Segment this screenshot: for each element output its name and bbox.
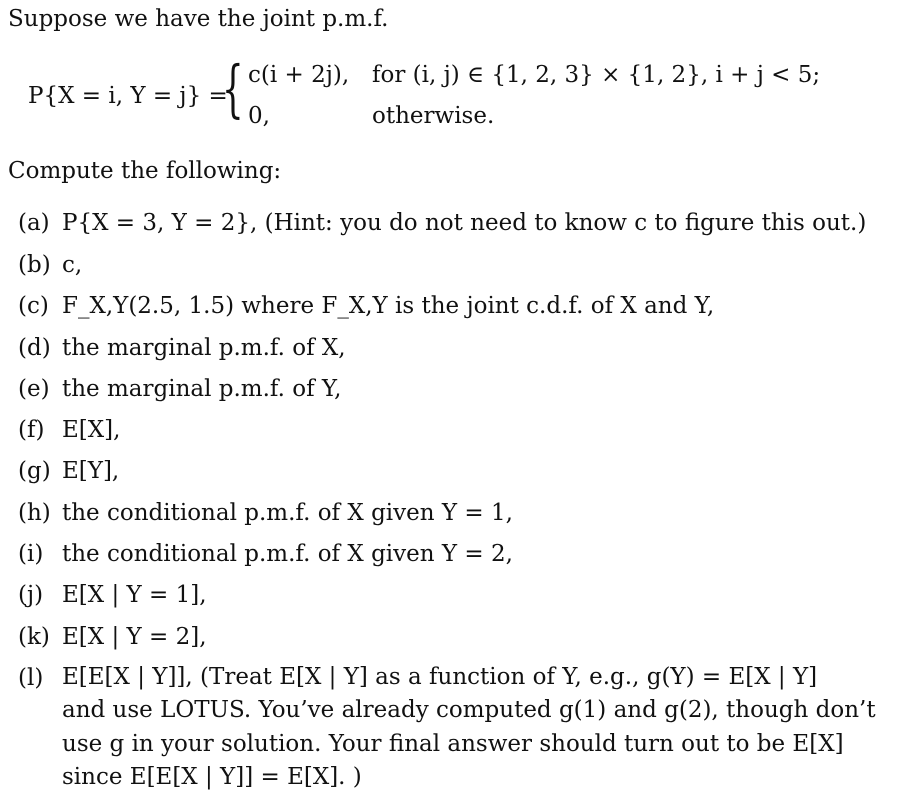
list-item-h — [18, 498, 513, 528]
pmf-lhs: P{X = i, Y = j} = — [28, 83, 228, 109]
list-item-a — [18, 208, 866, 238]
list-item-g — [18, 456, 119, 486]
case2-condition: otherwise. — [372, 103, 495, 129]
item-text: E[Y], — [62, 458, 120, 484]
list-item-j — [18, 580, 207, 610]
list-item-d — [18, 333, 346, 363]
item-l-line-4: since E[E[X | Y]] = E[X]. ) — [62, 764, 362, 790]
item-label: (i) — [18, 541, 44, 567]
compute-heading: Compute the following: — [8, 158, 282, 184]
list-item-l — [18, 663, 62, 693]
item-text: E[X | Y = 1], — [62, 582, 207, 608]
item-label: (e) — [18, 376, 50, 402]
case1-expression: c(i + 2j), — [248, 62, 350, 88]
item-text: the conditional p.m.f. of X given Y = 2, — [62, 541, 513, 567]
item-text: E[X | Y = 2], — [62, 624, 207, 650]
item-text: c, — [62, 252, 83, 278]
list-item-c — [18, 291, 714, 321]
item-text: the marginal p.m.f. of X, — [62, 335, 346, 361]
item-text: the conditional p.m.f. of X given Y = 1, — [62, 500, 513, 526]
list-item-e — [18, 374, 341, 404]
item-l-line-1: E[E[X | Y]], (Treat E[X | Y] as a function of Y, e.g., g(Y) = E[X | Y] — [62, 664, 818, 690]
list-item-b — [18, 250, 82, 280]
item-l-line-3: use g in your solution. Your final answer should turn out to be E[X] — [62, 731, 844, 757]
item-label: (k) — [18, 624, 50, 650]
item-label: (j) — [18, 582, 44, 608]
item-label: (h) — [18, 500, 51, 526]
case2-expression: 0, — [248, 103, 270, 129]
list-item-k — [18, 622, 207, 652]
item-label: (l) — [18, 665, 44, 691]
item-l-line-2: and use LOTUS. You’ve already computed g(1) and g(2), though don’t — [62, 697, 876, 723]
item-label: (b) — [18, 252, 51, 278]
item-label: (d) — [18, 335, 51, 361]
intro-text: Suppose we have the joint p.m.f. — [8, 6, 389, 32]
item-label: (f) — [18, 417, 45, 443]
item-label: (a) — [18, 210, 50, 236]
item-label: (g) — [18, 458, 51, 484]
list-item-i — [18, 539, 513, 569]
item-text: F_X,Y(2.5, 1.5) where F_X,Y is the joint c.d.f. of X and Y, — [62, 293, 715, 319]
item-label: (c) — [18, 293, 49, 319]
case1-condition: for (i, j) ∈ {1, 2, 3} × {1, 2}, i + j < 5; — [372, 62, 821, 88]
item-text: E[X], — [62, 417, 121, 443]
item-text: the marginal p.m.f. of Y, — [62, 376, 342, 402]
cases-brace: { — [222, 52, 244, 125]
list-item-f — [18, 415, 120, 445]
item-text: P{X = 3, Y = 2}, (Hint: you do not need to know c to figure this out.) — [62, 210, 867, 236]
